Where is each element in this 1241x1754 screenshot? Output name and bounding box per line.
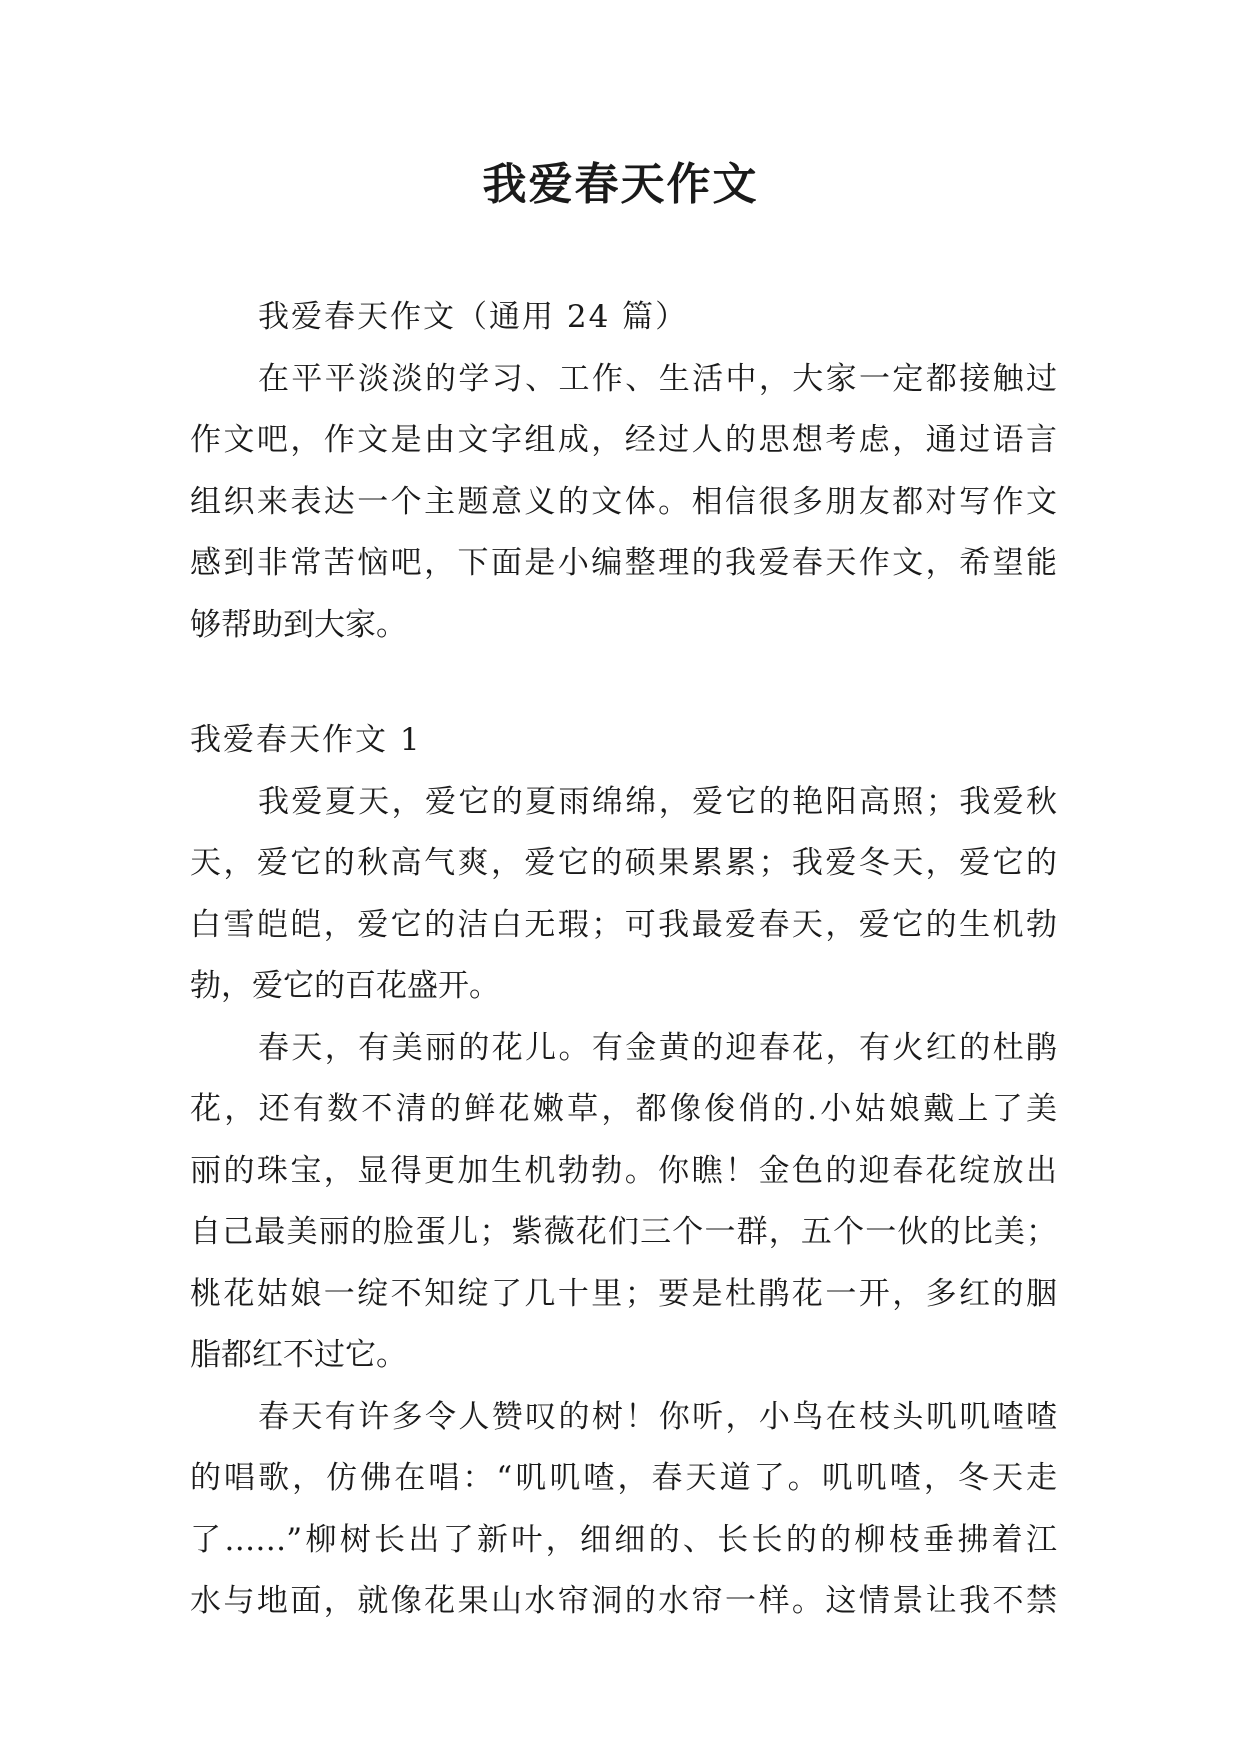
intro-paragraph — [190, 349, 1057, 657]
intro-line: 组织来表达一个主题意义的文体。相信很多朋友都对写作文 — [190, 483, 1057, 520]
paragraph-line: 春天，有美丽的花儿。有金黄的迎春花，有火红的杜鹃 — [258, 1029, 1057, 1066]
paragraph-line: 白雪皑皑，爱它的洁白无瑕；可我最爱春天，爱它的生机勃 — [190, 906, 1057, 943]
intro-line: 够帮助到大家。 — [190, 606, 407, 643]
paragraph-line: 脂都红不过它。 — [190, 1337, 407, 1373]
document-title: 我爱春天作文 — [482, 159, 759, 210]
paragraph-line: 水与地面，就像花果山水帘洞的水帘一样。这情景让我不禁 — [190, 1583, 1057, 1619]
document-subtitle: 我爱春天作文（通用 24 篇） — [258, 299, 689, 335]
intro-line: 感到非常苦恼吧，下面是小编整理的我爱春天作文，希望能 — [190, 545, 1057, 581]
paragraph-line: 天，爱它的秋高气爽，爱它的硕果累累；我爱冬天，爱它的 — [190, 845, 1057, 881]
paragraph-line: 桃花姑娘一绽不知绽了几十里；要是杜鹃花一开，多红的胭 — [190, 1275, 1057, 1312]
body-paragraph-1 — [190, 772, 1057, 1018]
paragraph-line: 春天有许多令人赞叹的树！你听，小鸟在枝头叽叽喳喳 — [258, 1398, 1057, 1435]
body-paragraph-2 — [190, 1018, 1057, 1387]
paragraph-line: 自己最美丽的脸蛋儿；紫薇花们三个一群，五个一伙的比美； — [190, 1214, 1057, 1250]
paragraph-line: 丽的珠宝，显得更加生机勃勃。你瞧！金色的迎春花绽放出 — [190, 1152, 1057, 1189]
section-heading: 我爱春天作文 1 — [190, 722, 422, 758]
document-body — [190, 287, 1057, 1633]
paragraph-line: 我爱夏天，爱它的夏雨绵绵，爱它的艳阳高照；我爱秋 — [258, 783, 1057, 820]
intro-line: 作文吧，作文是由文字组成，经过人的思想考虑，通过语言 — [190, 422, 1057, 458]
section-spacer — [190, 656, 1057, 710]
intro-line: 在平平淡淡的学习、工作、生活中，大家一定都接触过 — [258, 360, 1057, 397]
paragraph-line: 花，还有数不清的鲜花嫩草，都像俊俏的.小姑娘戴上了美 — [190, 1091, 1057, 1127]
paragraph-line: 勃，爱它的百花盛开。 — [190, 968, 500, 1004]
paragraph-line: 的唱歌，仿佛在唱：“叽叽喳，春天道了。叽叽喳，冬天走 — [190, 1460, 1057, 1496]
body-paragraph-3 — [190, 1387, 1057, 1633]
paragraph-line: 了……”柳树长出了新叶，细细的、长长的的柳枝垂拂着江 — [190, 1521, 1057, 1558]
